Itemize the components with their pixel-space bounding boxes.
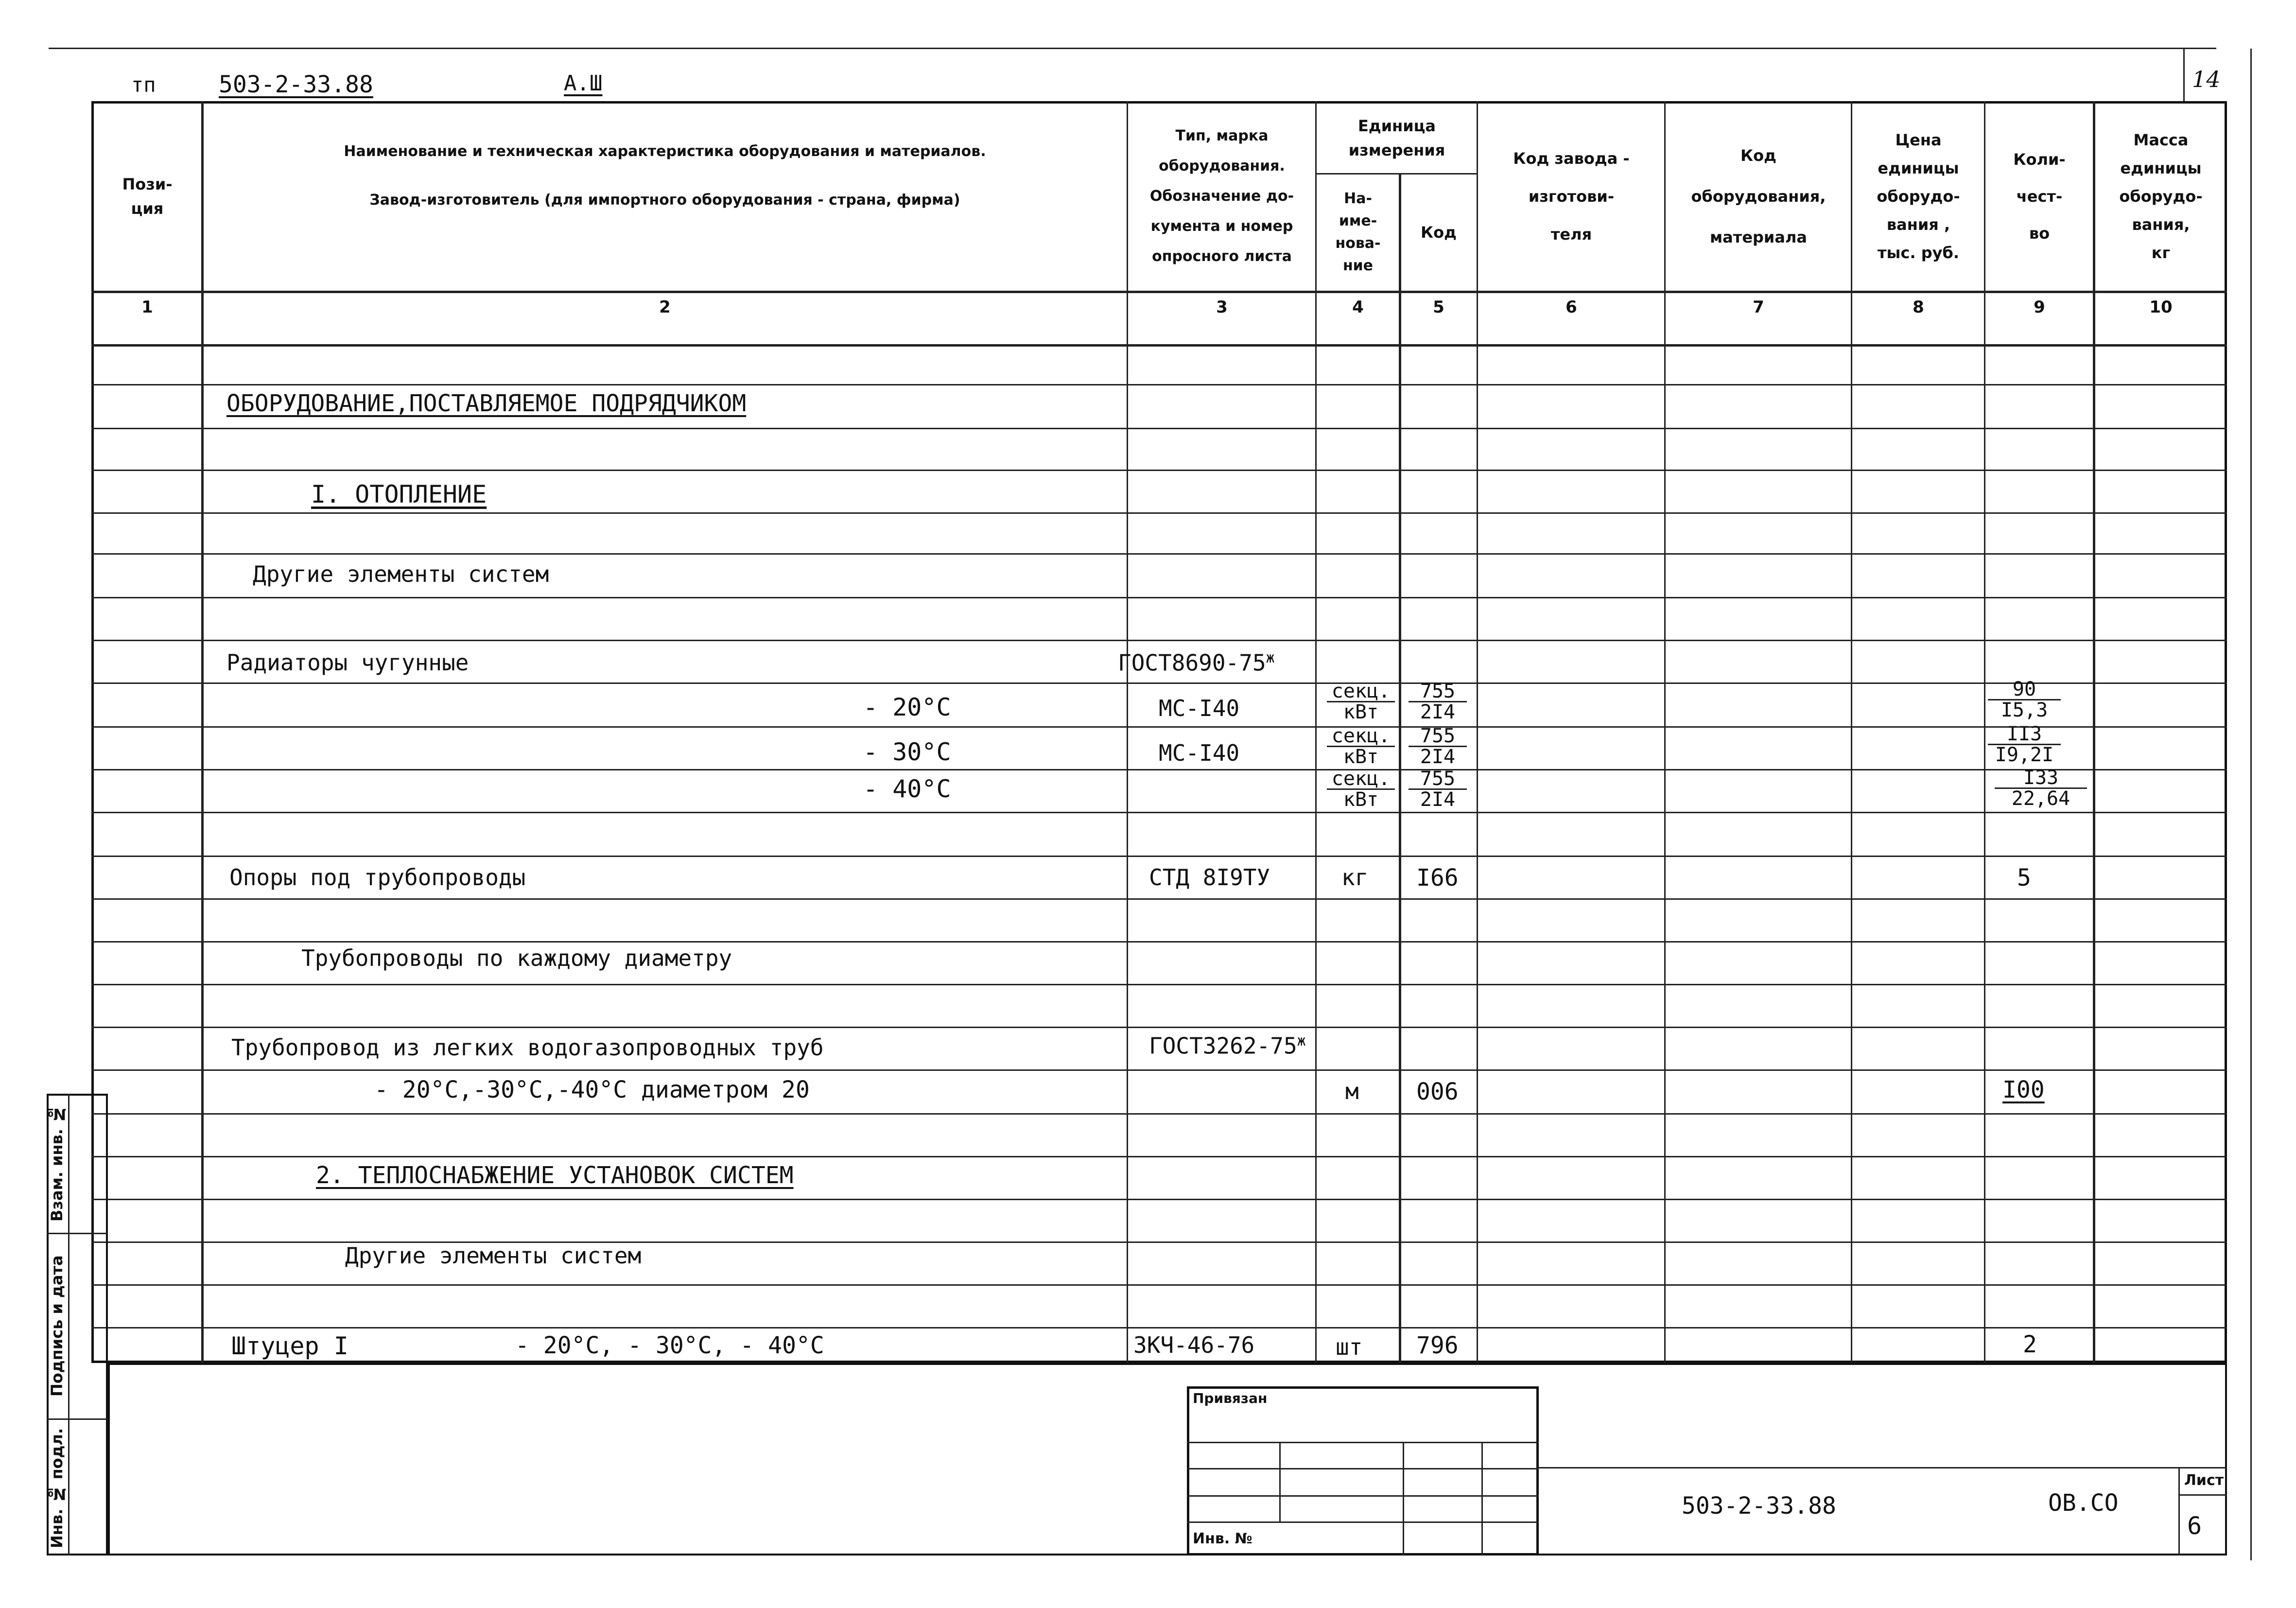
- row-line: [91, 812, 2227, 813]
- colnum-7: 7: [1753, 297, 1764, 317]
- side-stamp-divider: [68, 1094, 70, 1556]
- pipe-light-doc: $ГОСТ3262-75^ж$: [1149, 1032, 1306, 1059]
- pipes-each: Трубопроводы по каждому диаметру: [301, 945, 732, 971]
- radiators-doc-star: ж: [1266, 649, 1275, 666]
- top-right-edge: [2250, 49, 2252, 1560]
- side-inv-label: Инв. № подл.: [48, 1428, 66, 1548]
- page-mark: 14: [2192, 66, 2221, 92]
- rad-20-qty: [1988, 680, 2061, 720]
- fitting-code: 796: [1416, 1332, 1459, 1359]
- colnum-bottom-line: [91, 344, 2227, 347]
- binding-col: [1403, 1442, 1404, 1556]
- row-line: [91, 470, 2227, 471]
- col-header-8: Цена единицы оборудо- вания , тыс. руб.: [1877, 131, 1960, 262]
- supports-code: I66: [1416, 864, 1459, 891]
- sheet-code: 503-2-33.88: [219, 71, 373, 98]
- rad-30-unit-top: секц.: [1327, 726, 1395, 747]
- rad-40-temp: - 40°C: [863, 775, 951, 803]
- row-line: [91, 769, 2227, 770]
- col-line-4: [1399, 173, 1401, 1363]
- binding-line: [1187, 1521, 1539, 1523]
- row-line: [91, 898, 2227, 900]
- row-line: [91, 1199, 2227, 1200]
- binding-line: [1187, 1468, 1539, 1469]
- col-header-10: Масса единицы оборудо- вания, кг: [2119, 131, 2203, 262]
- header-bottom-line: [91, 291, 2227, 293]
- sheet-box-line: [2178, 1494, 2227, 1496]
- col-header-7: Код оборудования, материала: [1691, 146, 1826, 246]
- rad-20-qty-top: 90: [1988, 680, 2061, 700]
- binding-line: [1187, 1495, 1539, 1497]
- pipe-light-name: Трубопровод из легких водогазопроводных труб: [231, 1034, 824, 1061]
- fitting-temps: - 20°C, - 30°C, - 40°C: [515, 1332, 824, 1359]
- row-line: [91, 941, 2227, 943]
- rad-40-unit-top: секц.: [1327, 769, 1395, 790]
- col-header-3: Тип, марка оборудования. Обозначение до- кумента и номер опросного листа: [1149, 127, 1294, 265]
- heating-title: I. ОТОПЛЕНИЕ: [311, 480, 487, 508]
- binding-col: [1481, 1442, 1483, 1556]
- rad-40-unit: [1327, 769, 1395, 809]
- row-line: [91, 384, 2227, 385]
- colnum-3: 3: [1216, 297, 1228, 317]
- col-header-9: Коли- чест- во: [2013, 150, 2066, 243]
- doc-row-line: [1539, 1467, 2227, 1468]
- row-line: [91, 597, 2227, 598]
- title-block-frame: [108, 1363, 2227, 1556]
- row-line: [91, 856, 2227, 857]
- rad-20-qty-bot: I5,3: [2000, 699, 2048, 721]
- other-elements-2: Другие элементы систем: [345, 1242, 642, 1269]
- rad-30-qty-bot: I9,2I: [1995, 744, 2054, 766]
- rad-20-code-top: 755: [1409, 682, 1467, 702]
- col-line-1: [201, 101, 204, 1363]
- col-line-2: [1127, 101, 1128, 1363]
- row-line: [91, 640, 2227, 641]
- side-sign-label: Подпись и дата: [48, 1255, 66, 1397]
- rad-20-type: МС-I40: [1159, 695, 1240, 721]
- colnum-10: 10: [2149, 297, 2173, 317]
- col-line-7: [1851, 101, 1852, 1363]
- fitting-name: Штуцер I: [231, 1332, 348, 1360]
- doc-code: 503-2-33.88: [1682, 1492, 1836, 1520]
- row-line: [91, 1156, 2227, 1157]
- rad-20-unit-bot: кВт: [1343, 701, 1379, 723]
- pipe-dia-code: 006: [1416, 1078, 1459, 1105]
- colnum-9: 9: [2034, 297, 2045, 317]
- section-title: ОБОРУДОВАНИЕ,ПОСТАВЛЯЕМОЕ ПОДРЯДЧИКОМ: [226, 390, 747, 417]
- supports-doc: СТД 8I9ТУ: [1149, 864, 1270, 891]
- row-line: [91, 1284, 2227, 1286]
- sheet-number: 6: [2187, 1512, 2202, 1540]
- top-border: [49, 48, 2216, 49]
- col-header-2: Наименование и техническая характеристика оборудования и материалов. Завод-изготовитель (для импортного оборудования - страна, фирма): [344, 143, 986, 209]
- inv-no-label: Инв. №: [1193, 1530, 1252, 1547]
- binding-col: [1279, 1442, 1281, 1521]
- side-stamp-line: [47, 1233, 108, 1234]
- row-line: [91, 1069, 2227, 1071]
- colnum-5: 5: [1433, 297, 1444, 317]
- rad-20-code: [1409, 682, 1467, 722]
- col-line-6: [1664, 101, 1666, 1363]
- heat-supply-title: 2. ТЕПЛОСНАБЖЕНИЕ УСТАНОВОК СИСТЕМ: [316, 1162, 794, 1189]
- rad-30-code-top: 755: [1409, 726, 1467, 747]
- sheet-label: Лист: [2184, 1472, 2224, 1489]
- col-line-3: [1315, 101, 1317, 1363]
- col-header-1: Пози- ция: [122, 175, 173, 218]
- rad-30-code: [1409, 726, 1467, 767]
- colnum-2: 2: [659, 297, 671, 317]
- album-mark: А.Ш: [564, 71, 603, 96]
- row-line: [91, 553, 2227, 555]
- supports-name: Опоры под трубопроводы: [229, 864, 526, 891]
- radiators-name: Радиаторы чугунные: [226, 649, 469, 676]
- rad-40-qty: [1995, 768, 2087, 808]
- fitting-unit: шт: [1336, 1334, 1363, 1360]
- row-line: [91, 428, 2227, 429]
- col-line-9: [2093, 101, 2095, 1363]
- sheet-mark: ОВ.СО: [2048, 1489, 2119, 1517]
- rad-30-unit: [1327, 726, 1395, 767]
- row-line: [91, 1113, 2227, 1115]
- pipe-dia-qty: I00: [2002, 1076, 2045, 1103]
- page-mark-divider: [2183, 49, 2185, 102]
- row-line: [91, 984, 2227, 985]
- col-header-5: Код: [1421, 223, 1457, 242]
- side-vzam-label: Взам. инв. №: [48, 1104, 66, 1222]
- col-line-5: [1477, 101, 1478, 1363]
- rad-30-temp: - 30°C: [863, 738, 951, 766]
- colnum-1: 1: [141, 297, 153, 317]
- row-line: [91, 1027, 2227, 1028]
- side-stamp-line: [47, 1418, 108, 1420]
- row-line: [91, 1327, 2227, 1328]
- pipe-light-doc-star: ж: [1297, 1032, 1306, 1049]
- rad-20-unit: [1327, 682, 1395, 722]
- col-header-6: Код завода - изготови- теля: [1513, 149, 1630, 244]
- rad-40-code-top: 755: [1409, 769, 1467, 790]
- row-line: [91, 726, 2227, 728]
- col-line-8: [1984, 101, 1985, 1363]
- binding-line: [1187, 1442, 1539, 1443]
- rad-40-code: [1409, 769, 1467, 809]
- sheet-box-divider: [2178, 1467, 2180, 1556]
- col-header-4: На- име- нова- ние: [1335, 190, 1381, 274]
- pipe-dia-name: - 20°C,-30°C,-40°C диаметром 20: [374, 1076, 810, 1103]
- rad-40-code-bot: 2I4: [1420, 788, 1456, 811]
- colnum-6: 6: [1565, 297, 1577, 317]
- row-line: [91, 682, 2227, 684]
- rad-30-code-bot: 2I4: [1420, 746, 1456, 768]
- radiators-doc: $ГОСТ8690-75^ж$: [1118, 649, 1275, 676]
- unit-group-header: Единица измерения: [1348, 117, 1445, 159]
- supports-qty: 5: [2017, 864, 2031, 891]
- colnum-4: 4: [1352, 297, 1364, 317]
- pipe-dia-unit: м: [1345, 1078, 1359, 1104]
- unit-subheader-line: [1315, 173, 1477, 175]
- rad-40-unit-bot: кВт: [1343, 788, 1379, 811]
- rad-40-qty-top: I33: [1995, 768, 2087, 789]
- row-line: [91, 512, 2227, 514]
- sheet-prefix: тп: [131, 73, 156, 97]
- rad-20-temp: - 20°C: [863, 693, 951, 721]
- rad-30-qty-top: II3: [1988, 724, 2061, 745]
- fitting-qty: 2: [2023, 1331, 2037, 1358]
- rad-30-unit-bot: кВт: [1343, 746, 1379, 768]
- rad-20-code-bot: 2I4: [1420, 701, 1456, 723]
- fitting-doc: ЗКЧ-46-76: [1133, 1332, 1255, 1358]
- supports-unit: кг: [1341, 864, 1369, 891]
- other-elements-1: Другие элементы систем: [253, 561, 549, 587]
- rad-20-unit-top: секц.: [1327, 682, 1395, 702]
- rad-40-qty-bot: 22,64: [2011, 787, 2070, 810]
- colnum-8: 8: [1913, 297, 1924, 317]
- rad-30-type: МС-I40: [1159, 740, 1240, 766]
- rad-30-qty: [1988, 724, 2061, 765]
- binding-label: Привязан: [1193, 1390, 1268, 1406]
